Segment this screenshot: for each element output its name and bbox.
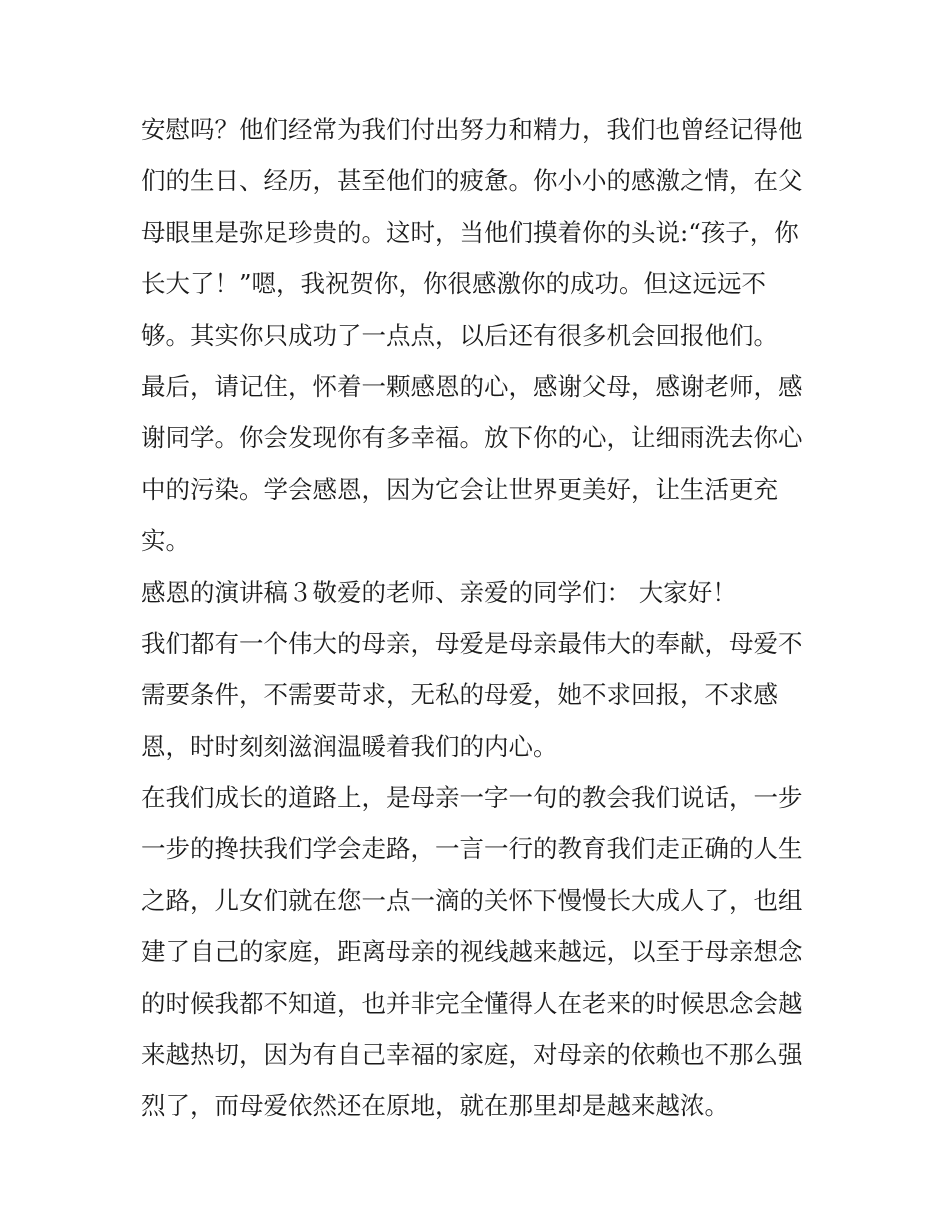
text-line: 们的生日、经历，甚至他们的疲惫。你小小的感激之情，在父 — [141, 166, 803, 196]
section-heading: 感恩的演讲稿３敬爱的老师、亲爱的同学们： 大家好！ — [141, 577, 737, 607]
text-line: 之路，儿女们就在您一点一滴的关怀下慢慢长大成人了，也组 — [141, 885, 803, 915]
text-line: 中的污染。学会感恩，因为它会让世界更美好，让生活更充 — [141, 474, 778, 504]
text-line: 安慰吗？他们经常为我们付出努力和精力，我们也曾经记得他 — [141, 115, 803, 144]
text-line: 在我们成长的道路上，是母亲一字一句的教会我们说话，一步 — [141, 783, 803, 813]
text-line: 烈了，而母爱依然还在原地，就在那里却是越来越浓。 — [141, 1091, 729, 1121]
text-line: 来越热切，因为有自己幸福的家庭，对母亲的依赖也不那么强 — [141, 1040, 803, 1070]
document-body — [141, 104, 821, 1132]
text-line: 够。其实你只成功了一点点，以后还有很多机会回报他们。 — [141, 320, 778, 350]
text-line: 的时候我都不知道，也并非完全懂得人在老来的时候思念会越 — [141, 988, 803, 1018]
text-line: 建了自己的家庭，距离母亲的视线越来越远，以至于母亲想念 — [141, 937, 803, 967]
text-line: 长大了！”嗯，我祝贺你，你很感激你的成功。但这远远不 — [141, 269, 767, 299]
text-line: 谢同学。你会发现你有多幸福。放下你的心，让细雨洗去你心 — [141, 423, 803, 453]
text-line: 母眼里是弥足珍贵的。这时，当他们摸着你的头说:“孩子，你 — [141, 217, 799, 247]
text-line: 需要条件，不需要苛求，无私的母爱，她不求回报，不求感 — [141, 680, 778, 710]
text-line: 一步的搀扶我们学会走路，一言一行的教育我们走正确的人生 — [141, 834, 803, 864]
text-line: 恩，时时刻刻滋润温暖着我们的内心。 — [141, 731, 558, 761]
text-line: 我们都有一个伟大的母亲，母爱是母亲最伟大的奉献，母爱不 — [141, 628, 803, 658]
text-line: 实。 — [141, 526, 190, 556]
text-line: 最后，请记住，怀着一颗感恩的心，感谢父母，感谢老师，感 — [141, 371, 803, 401]
